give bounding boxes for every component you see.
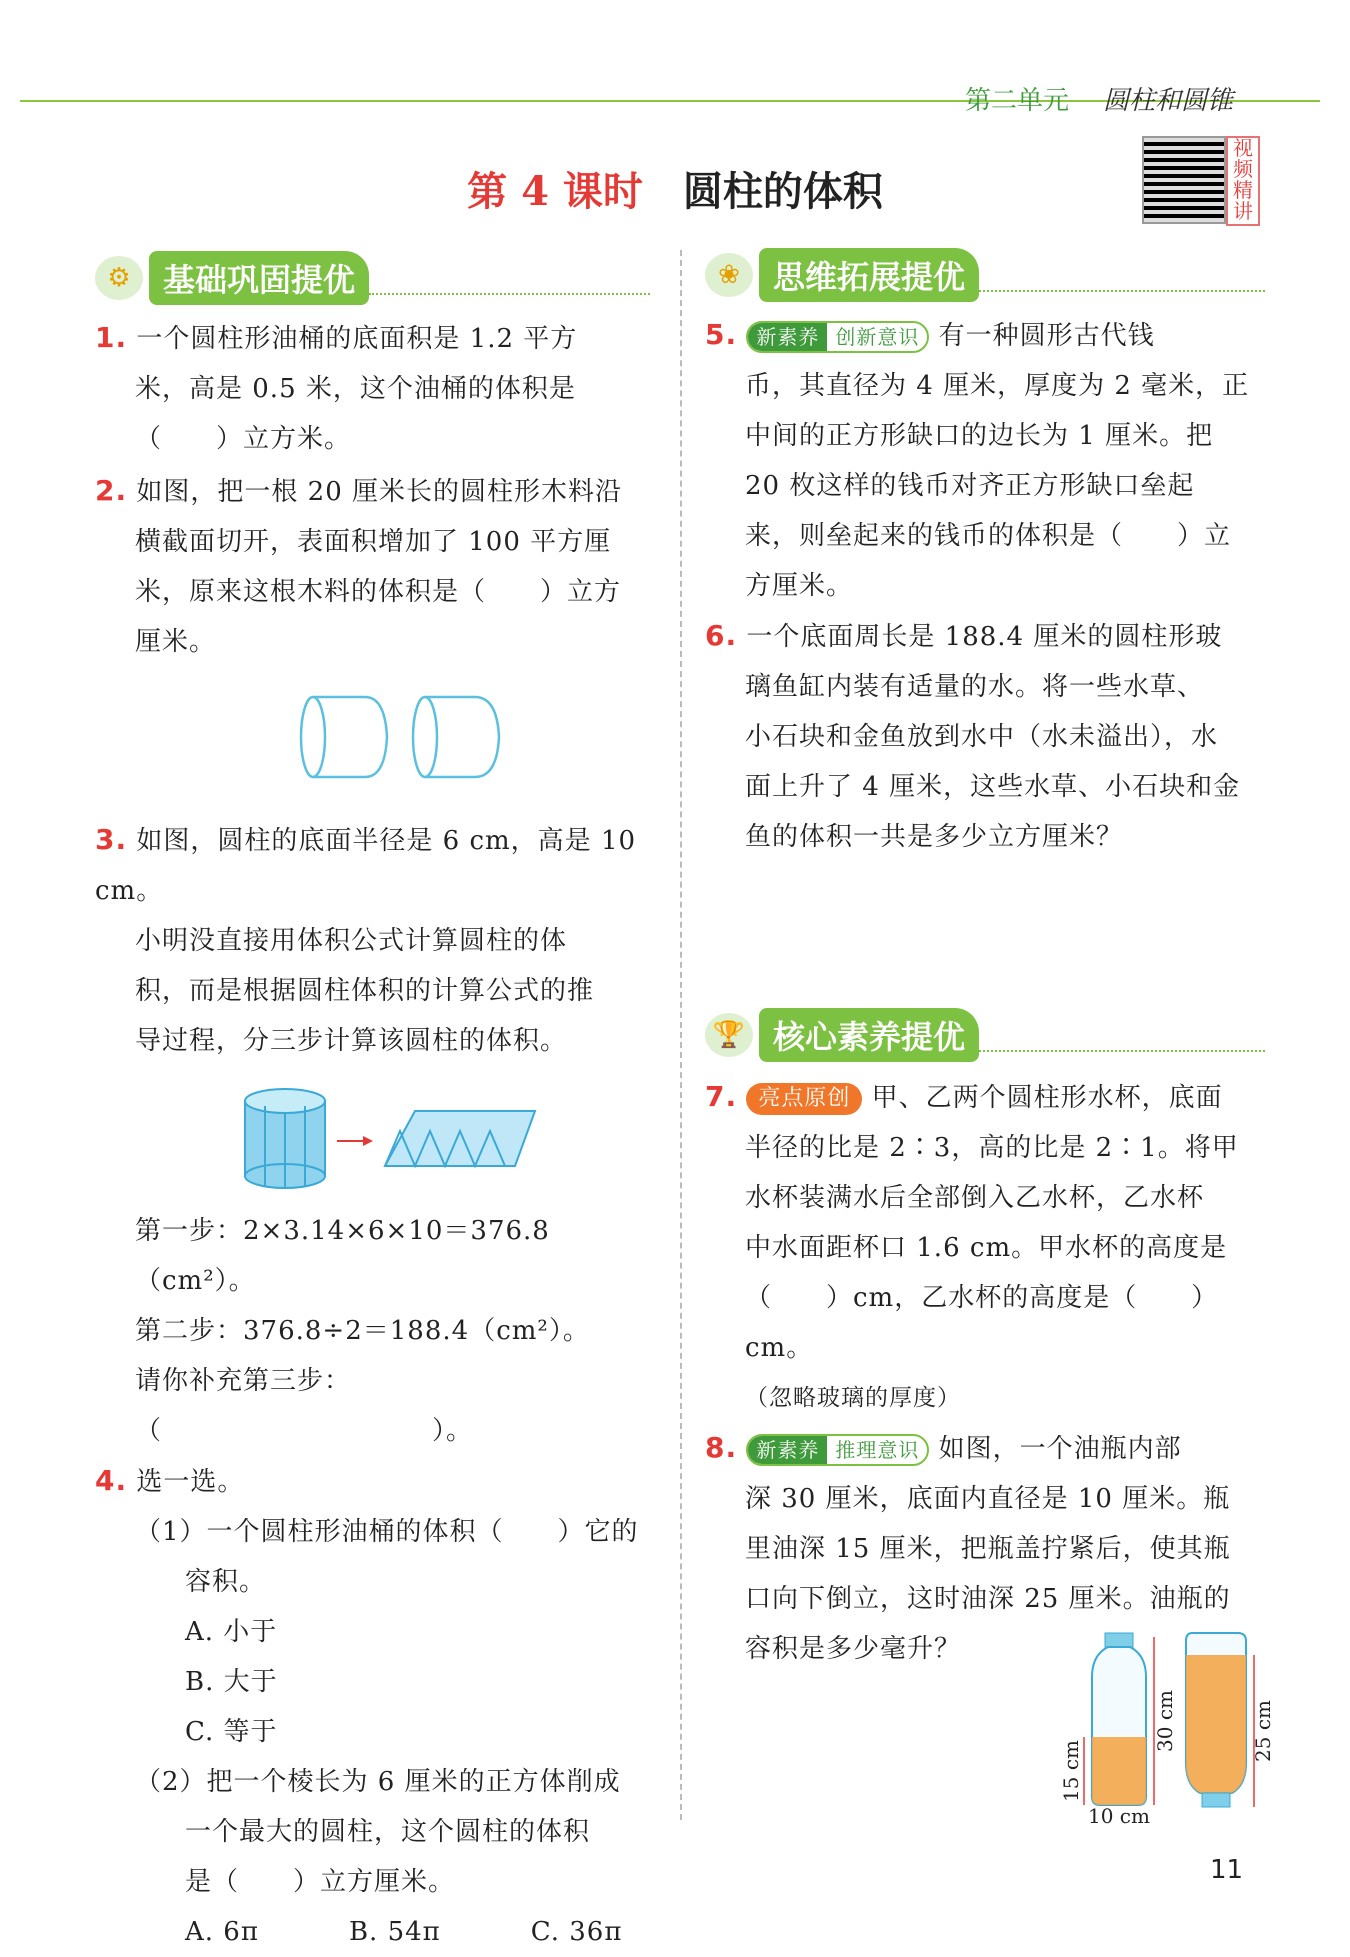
- q2-line: 厘米。: [135, 627, 217, 657]
- q1-line: （ ）立方米。: [135, 424, 352, 454]
- q8-line: 容积是多少毫升？: [745, 1634, 962, 1664]
- q6-line: 一个底面周长是 188.4 厘米的圆柱形玻: [746, 622, 1223, 652]
- q6-line: 小石块和金鱼放到水中（水未溢出），水: [745, 722, 1219, 752]
- label-25cm: 25 cm: [1251, 1700, 1275, 1762]
- q7-line: 半径的比是 2∶3，高的比是 2∶1。将甲: [745, 1133, 1239, 1163]
- label-15cm: 15 cm: [1059, 1740, 1083, 1802]
- q4-option: C. 等于: [185, 1717, 278, 1747]
- question-number: 5.: [705, 318, 738, 351]
- q3-line: 小明没直接用体积公式计算圆柱的体: [135, 926, 568, 956]
- q7-line: （ ）cm，乙水杯的高度是（ ）cm。: [745, 1283, 1219, 1363]
- section-basic: [95, 255, 650, 301]
- q6-line: 璃鱼缸内装有适量的水。将一些水草、: [745, 672, 1205, 702]
- q5-line: 币，其直径为 4 厘米，厚度为 2 毫米，正: [745, 371, 1250, 401]
- q8-line: 如图，一个油瓶内部: [938, 1434, 1182, 1464]
- column-divider: [680, 250, 682, 1820]
- q8-line: 里油深 15 厘米，把瓶盖拧紧后，使其瓶: [745, 1534, 1231, 1564]
- q3-line: 如图，圆柱的底面半径是 6 cm，高是 10 cm。: [95, 826, 637, 906]
- question-1: [95, 313, 650, 464]
- q8-line: 深 30 厘米，底面内直径是 10 厘米。瓶: [745, 1484, 1231, 1514]
- question-7: [705, 1072, 1265, 1423]
- q4-line: （2）把一个棱长为 6 厘米的正方体削成: [135, 1767, 621, 1797]
- badge-primary: 新素养: [748, 323, 827, 351]
- innovation-badge: [746, 321, 929, 353]
- q5-line: 20 枚这样的钱币对齐正方形缺口垒起: [745, 471, 1195, 501]
- reasoning-badge: [746, 1434, 929, 1466]
- q3-step: 第二步：376.8÷2＝188.4（cm²）。: [135, 1316, 590, 1346]
- right-column: [705, 252, 1265, 1674]
- left-column: [95, 255, 650, 1957]
- q1-line: 米，高是 0.5 米，这个油桶的体积是: [135, 374, 576, 404]
- section-extend-label: 思维拓展提优: [759, 248, 979, 302]
- question-number: 7.: [705, 1080, 738, 1113]
- badge-secondary: 创新意识: [835, 325, 920, 349]
- q5-line: 来，则垒起来的钱币的体积是（ ）立: [745, 521, 1232, 551]
- q4-line: （1）一个圆柱形油桶的体积（ ）它的: [135, 1517, 639, 1547]
- section-basic-label: 基础巩固提优: [149, 251, 369, 305]
- q4-line: 一个最大的圆柱，这个圆柱的体积: [185, 1817, 591, 1847]
- section-rule: [979, 290, 1265, 292]
- cut-cylinder-figure: [95, 677, 650, 807]
- q2-line: 米，原来这根木料的体积是（ ）立方: [135, 577, 622, 607]
- question-number: 4.: [95, 1464, 128, 1497]
- section-core-label: 核心素养提优: [759, 1008, 979, 1062]
- q5-line: 中间的正方形缺口的边长为 1 厘米。把: [745, 421, 1214, 451]
- q4-option: C. 36π: [530, 1917, 623, 1947]
- q5-line: 方厘米。: [745, 571, 854, 601]
- q7-line: （忽略玻璃的厚度）: [745, 1385, 961, 1411]
- unit-label: 第二单元: [965, 86, 1070, 116]
- question-number: 2.: [95, 474, 128, 507]
- q2-line: 横截面切开，表面积增加了 100 平方厘: [135, 527, 612, 557]
- label-10cm: 10 cm: [1088, 1804, 1150, 1825]
- q6-line: 鱼的体积一共是多少立方厘米？: [745, 822, 1124, 852]
- q8-line: 口向下倒立，这时油深 25 厘米。油瓶的: [745, 1584, 1231, 1614]
- inverted-bottle: [1186, 1633, 1275, 1807]
- q4-line: 是（ ）立方厘米。: [185, 1867, 456, 1897]
- q6-line: 面上升了 4 厘米，这些水草、小石块和金: [745, 772, 1241, 802]
- question-4: [95, 1456, 650, 1957]
- section-extend: [705, 252, 1265, 298]
- lesson-name: 圆柱的体积: [682, 168, 883, 215]
- sprout-icon: ❀: [705, 253, 753, 297]
- question-6: [705, 611, 1265, 862]
- badge-primary: 新素养: [748, 1436, 827, 1464]
- label-30cm: 30 cm: [1153, 1690, 1177, 1752]
- upright-bottle: [1059, 1633, 1177, 1825]
- question-number: 8.: [705, 1431, 738, 1464]
- trophy-icon: 🏆: [705, 1013, 753, 1057]
- q7-line: 水杯装满水后全部倒入乙水杯，乙水杯: [745, 1183, 1205, 1213]
- q2-line: 如图，把一根 20 厘米长的圆柱形木料沿: [136, 477, 623, 507]
- q4-line: 容积。: [185, 1567, 267, 1597]
- qr-code-icon[interactable]: [1142, 136, 1226, 224]
- question-5: [705, 310, 1265, 611]
- q4-option: A. 小于: [185, 1617, 278, 1647]
- q3-step: 第一步：2×3.14×6×10＝376.8（cm²）。: [135, 1216, 550, 1296]
- q1-line: 一个圆柱形油桶的底面积是 1.2 平方: [136, 324, 578, 354]
- section-rule: [369, 293, 650, 295]
- q4-line: 选一选。: [136, 1467, 245, 1497]
- q4-options-row: [95, 1907, 650, 1957]
- question-number: 3.: [95, 823, 128, 856]
- q3-steps: [95, 1206, 650, 1456]
- q3-step: 请你补充第三步：（ ）。: [135, 1366, 474, 1446]
- oil-bottle-figure: [1050, 1625, 1275, 1825]
- q4-option: A. 6π: [185, 1917, 259, 1947]
- cylinder-transform-figure: [95, 1076, 650, 1196]
- q4-option: B. 大于: [185, 1667, 278, 1697]
- section-rule: [979, 1050, 1265, 1052]
- q4-option: B. 54π: [348, 1917, 441, 1947]
- badge-secondary: 推理意识: [835, 1438, 920, 1462]
- original-badge: 亮点原创: [746, 1083, 862, 1115]
- question-2: [95, 466, 650, 667]
- section-core: [705, 1012, 1265, 1058]
- gear-icon: ⚙: [95, 256, 143, 300]
- question-number: 1.: [95, 321, 128, 354]
- q7-line: 中水面距杯口 1.6 cm。甲水杯的高度是: [745, 1233, 1228, 1263]
- page-number: 11: [1210, 1855, 1244, 1885]
- lesson-number: 第 4 课时: [467, 168, 643, 215]
- q3-line: 积，而是根据圆柱体积的计算公式的推: [135, 976, 595, 1006]
- q5-line: 有一种圆形古代钱: [938, 321, 1155, 351]
- question-number: 6.: [705, 619, 738, 652]
- q7-line: 甲、乙两个圆柱形水杯，底面: [871, 1083, 1223, 1113]
- question-3: [95, 815, 650, 1066]
- unit-title: 圆柱和圆锥: [1103, 86, 1234, 116]
- video-tag: 视频精讲: [1226, 136, 1260, 226]
- q3-line: 导过程，分三步计算该圆柱的体积。: [135, 1026, 568, 1056]
